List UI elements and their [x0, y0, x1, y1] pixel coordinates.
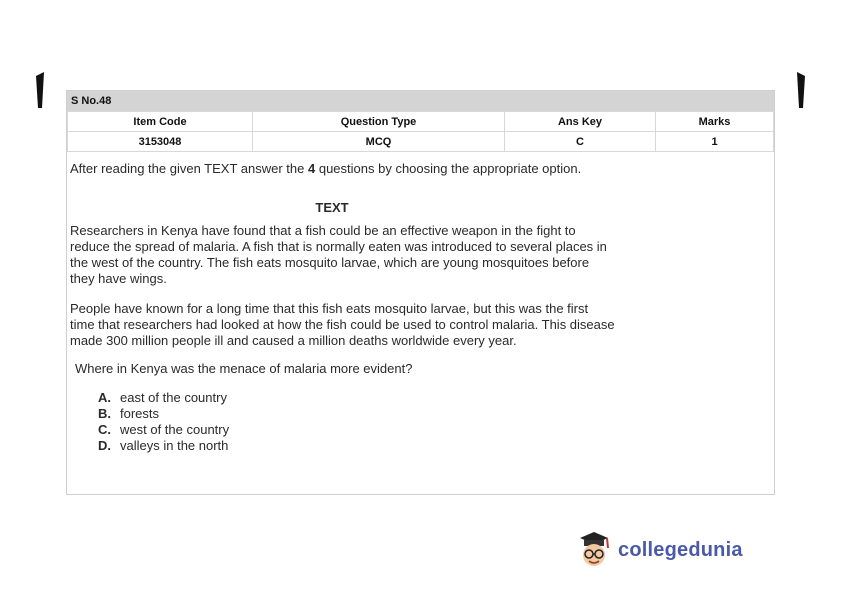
- option-b-letter: B.: [98, 406, 111, 421]
- value-marks: 1: [656, 132, 774, 152]
- meta-header-row: [68, 112, 774, 132]
- brand-name: collegedunia: [618, 538, 743, 561]
- passage-paragraph-2: People have known for a long time that this fish eats mosquito larvae, but this was the first time that researchers had looked at how the fish could be used to control malaria. This disease made 300 million people ill and caused a million deaths worldwide every year.: [70, 301, 615, 348]
- serial-number: S No.48: [67, 91, 774, 111]
- option-d-text: valleys in the north: [120, 438, 229, 453]
- option-a-text: east of the country: [120, 390, 227, 405]
- student-mascot-icon: [578, 530, 612, 570]
- instruction-count: 4: [308, 161, 316, 176]
- brand-logo: [578, 530, 743, 570]
- value-question-type: MCQ: [253, 132, 505, 152]
- instruction-after: questions by choosing the appropriate option.: [315, 161, 582, 176]
- option-c-letter: C.: [98, 422, 111, 437]
- options-list: [70, 390, 774, 454]
- header-question-type: Question Type: [253, 112, 505, 132]
- option-d: [98, 438, 774, 454]
- text-heading: TEXT: [315, 200, 349, 215]
- header-item-code: Item Code: [68, 112, 253, 132]
- option-a: [98, 390, 774, 406]
- option-c-text: west of the country: [120, 422, 230, 437]
- instruction-before: After reading the given TEXT answer the: [70, 161, 308, 176]
- value-item-code: 3153048: [68, 132, 253, 152]
- right-corner-mark: [797, 72, 805, 108]
- option-d-letter: D.: [98, 438, 111, 453]
- option-a-letter: A.: [98, 390, 111, 405]
- meta-value-row: [68, 132, 774, 152]
- instruction-text: [70, 161, 774, 177]
- question-text: Where in Kenya was the menace of malaria more evident?: [75, 361, 413, 376]
- left-corner-mark: [36, 72, 44, 108]
- question-card: [66, 90, 775, 495]
- passage-paragraph-1: Researchers in Kenya have found that a fish could be an effective weapon in the fight to reduce the spread of malaria. A fish that is normally eaten was introduced to several places in the west of the country. The fish eats mosquito larvae, which are young mosquitoes before they have wings.: [70, 223, 607, 286]
- option-b-text: forests: [120, 406, 160, 421]
- header-marks: Marks: [656, 112, 774, 132]
- value-ans-key: C: [505, 132, 656, 152]
- question-content: [67, 161, 774, 454]
- item-meta-table: [67, 111, 774, 152]
- option-b: [98, 406, 774, 422]
- header-ans-key: Ans Key: [505, 112, 656, 132]
- option-c: [98, 422, 774, 438]
